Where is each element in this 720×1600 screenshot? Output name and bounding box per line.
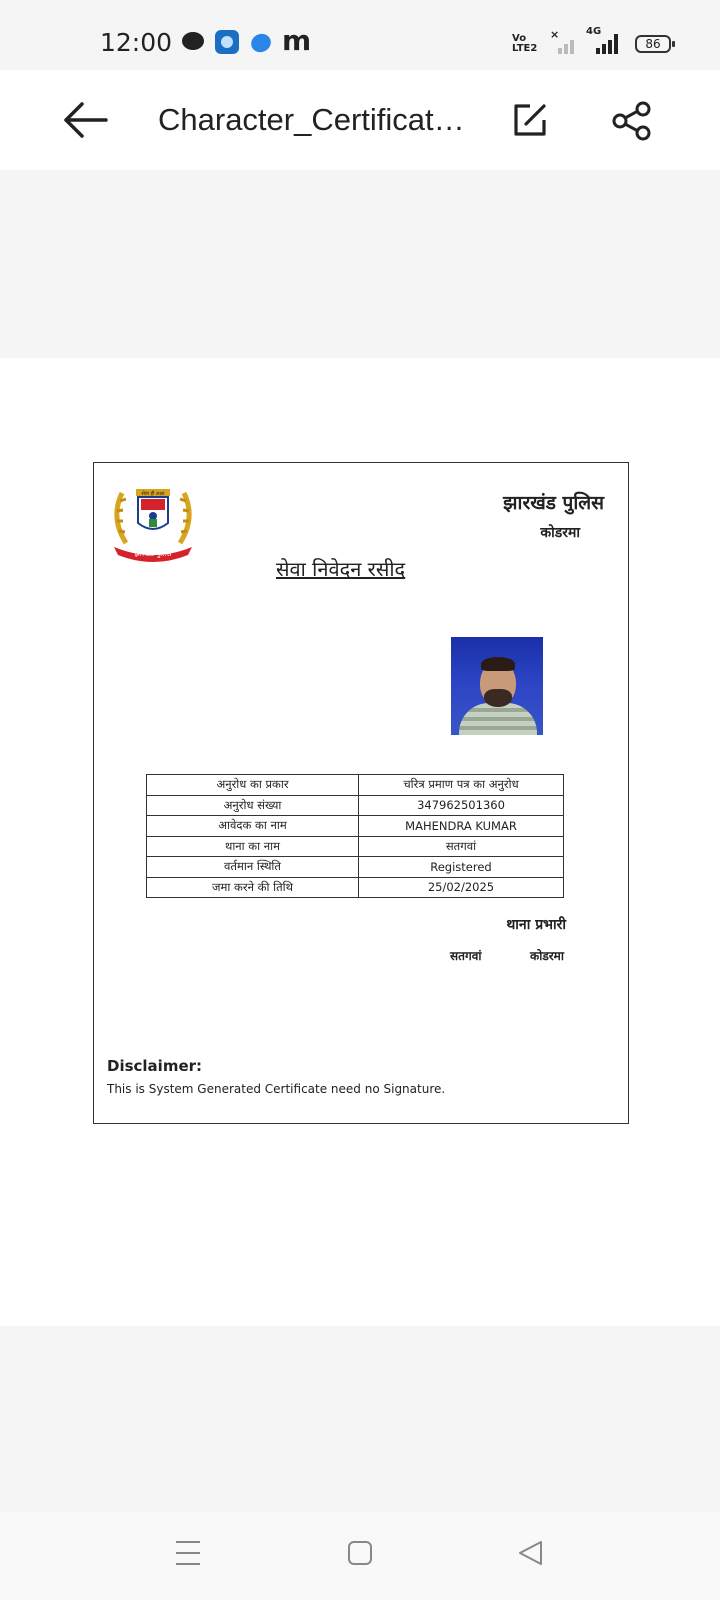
signal-icon [550,28,578,54]
menu-icon [176,1540,200,1566]
disclaimer-text: This is System Generated Certificate need no Signature. [107,1082,446,1096]
row-label: अनुरोध का प्रकार [147,775,359,796]
applicant-photo [451,637,543,735]
battery-level: 86 [645,37,661,51]
row-value: MAHENDRA KUMAR [359,816,564,837]
certificate [93,462,629,1124]
m-app-icon: m [282,24,312,57]
back-arrow-icon [62,100,108,140]
row-value: 25/02/2025 [359,877,564,898]
details-table [146,774,564,898]
police-emblem-icon [108,483,198,563]
row-value: Registered [359,857,564,878]
home-button[interactable] [348,1540,372,1566]
table-row [147,775,564,796]
org-name: झारखंड पुलिस [503,492,604,514]
edit-button[interactable] [510,100,550,140]
emblem-motto: सेवा ही लक्ष्य [141,491,165,497]
table-row [147,836,564,857]
table-row [147,857,564,878]
document-page [0,358,720,1326]
row-value: चरित्र प्रमाण पत्र का अनुरोध [359,775,564,796]
emblem-ribbon-text: झारखंड पुलिस [134,550,172,558]
receipt-title: सेवा निवेदन रसीद [276,557,406,581]
volte-top-label: Vo [512,33,527,44]
viewer-background [0,170,720,358]
row-label: जमा करने की तिथि [147,877,359,898]
share-button[interactable] [610,100,654,142]
navigation-bar [0,1512,720,1600]
back-triangle-icon [518,1540,544,1566]
app-icon [215,30,239,54]
volte-icon [512,34,537,54]
row-value: सतगवां [359,836,564,857]
officer-station: सतगवां [450,949,482,963]
back-button[interactable] [62,100,108,140]
table-row [147,816,564,837]
officer-title: थाना प्रभारी [506,917,566,933]
share-icon [610,100,654,142]
table-row [147,795,564,816]
no-signal-x-icon: × [550,28,560,41]
edit-icon [510,100,550,140]
row-value: 347962501360 [359,795,564,816]
row-label: थाना का नाम [147,836,359,857]
signal-4g-icon [586,26,620,54]
row-label: वर्तमान स्थिति [147,857,359,878]
table-row [147,877,564,898]
viewer-background-bottom [0,1326,720,1512]
nav-back-button[interactable] [518,1540,544,1566]
home-square-icon [348,1540,372,1566]
volte-bottom-label: LTE2 [512,43,538,54]
network-label: 4G [586,26,602,37]
officer-district: कोडरमा [530,949,564,963]
disclaimer-heading: Disclaimer: [107,1057,203,1075]
row-label: अनुरोध संख्या [147,795,359,816]
status-time: 12:00 [100,28,173,57]
district-name: कोडरमा [540,525,580,541]
document-title: Character_Certificat… [158,102,465,137]
chat-bubble-icon [182,32,204,50]
recent-apps-button[interactable] [176,1540,200,1566]
battery-icon [635,35,671,53]
planet-icon [248,31,274,56]
status-bar [0,0,720,70]
app-bar [0,70,720,170]
row-label: आवेदक का नाम [147,816,359,837]
